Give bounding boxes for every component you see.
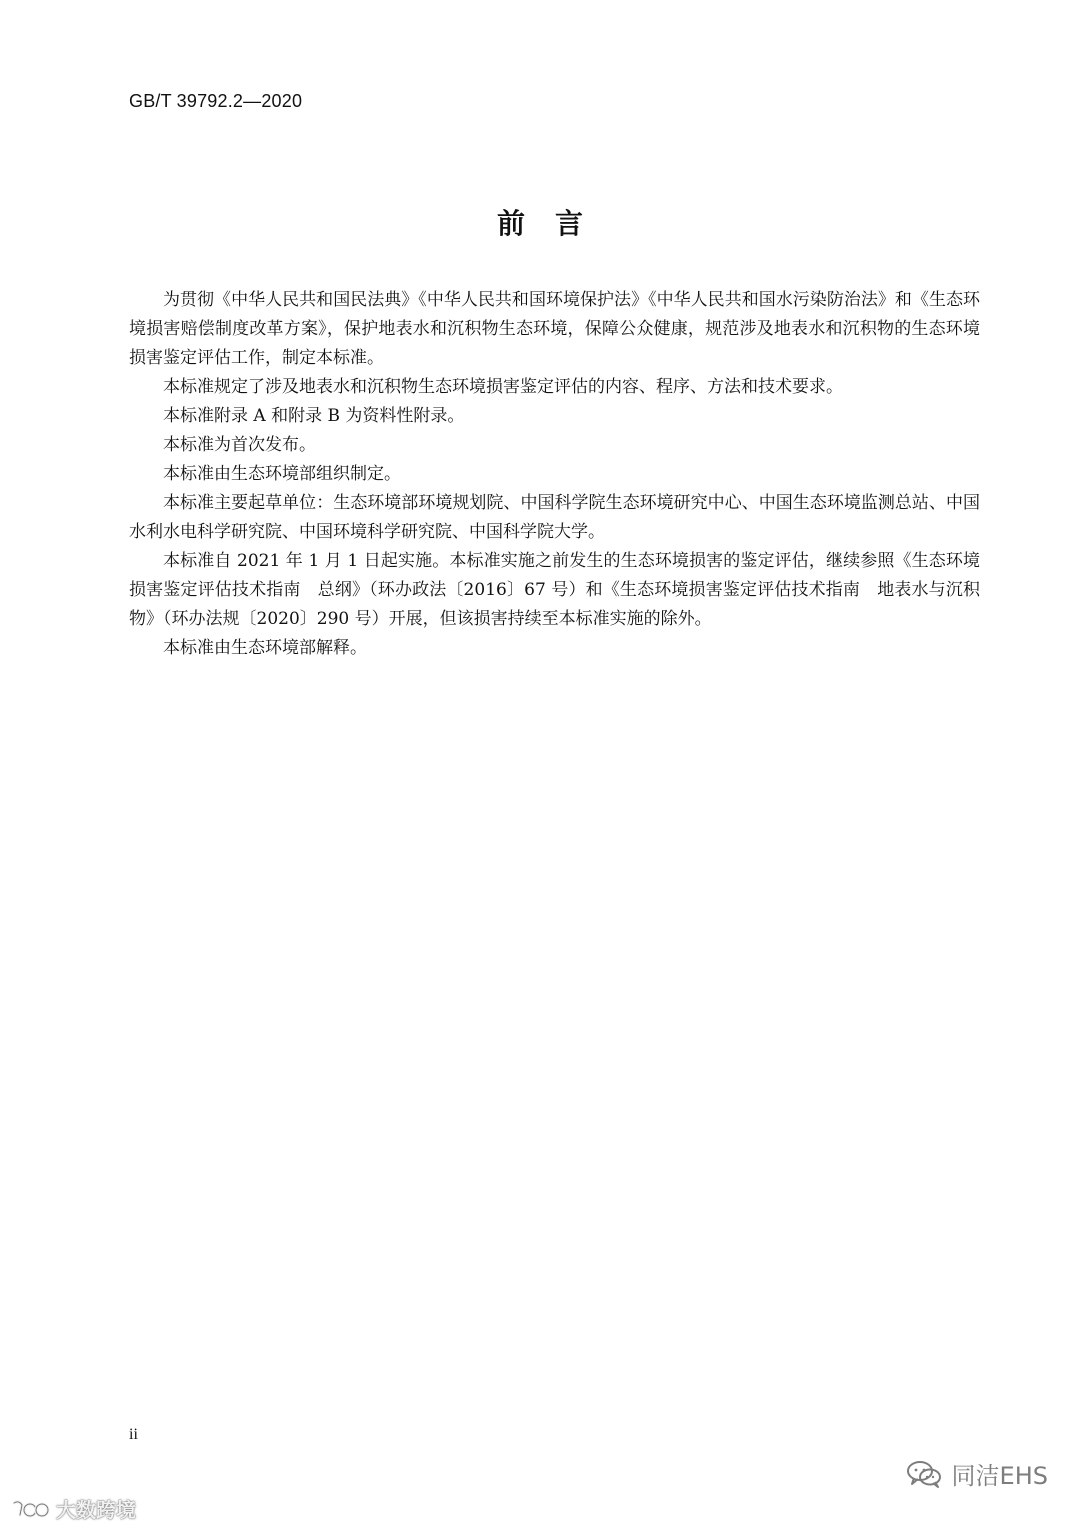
page-title: 前言 <box>496 207 613 240</box>
brand-logo-icon <box>10 1497 50 1521</box>
preface-paragraph-2: 本标准规定了涉及地表水和沉积物生态环境损害鉴定评估的内容、程序、方法和技术要求。 <box>163 377 843 397</box>
preface-paragraph-5: 本标准由生态环境部组织制定。 <box>163 464 401 484</box>
publisher-name: 同洁EHS <box>951 1462 1048 1490</box>
preface-paragraph-4: 本标准为首次发布。 <box>163 435 316 455</box>
publisher-watermark <box>904 1456 1048 1491</box>
standard-code: GB/T 39792.2—2020 <box>129 91 303 111</box>
preface-paragraph-1: 为贯彻《中华人民共和国民法典》《中华人民共和国环境保护法》《中华人民共和国水污染防治法》和《生态环境损害赔偿制度改革方案》，保护地表水和沉积物生态环境，保障公众健康，规范涉及地表水和沉积物的生态环境损害鉴定评估工作，制定本标准。 <box>129 290 980 368</box>
preface-paragraph-6: 本标准主要起草单位：生态环境部环境规划院、中国科学院生态环境研究中心、中国生态环境监测总站、中国水利水电科学研究院、中国环境科学研究院、中国科学院大学。 <box>129 493 980 542</box>
page-number: ii <box>129 1426 138 1443</box>
preface-paragraph-7: 本标准自 2021 年 1 月 1 日起实施。本标准实施之前发生的生态环境损害的鉴定评估，继续参照《生态环境损害鉴定评估技术指南 总纲》（环办政法〔2016〕67 号）和《生态环境损害鉴定评估技术指南 地表水与沉积物》（环办法规〔2020〕290 号）开展，但该损害持续至本标准实施的除外。 <box>129 551 980 629</box>
preface-body <box>129 286 980 663</box>
wechat-icon <box>904 1459 944 1489</box>
site-watermark <box>10 1494 136 1523</box>
preface-paragraph-8: 本标准由生态环境部解释。 <box>163 638 367 658</box>
preface-paragraph-3: 本标准附录 A 和附录 B 为资料性附录。 <box>163 406 465 426</box>
site-name: 大数跨境 <box>56 1498 136 1522</box>
